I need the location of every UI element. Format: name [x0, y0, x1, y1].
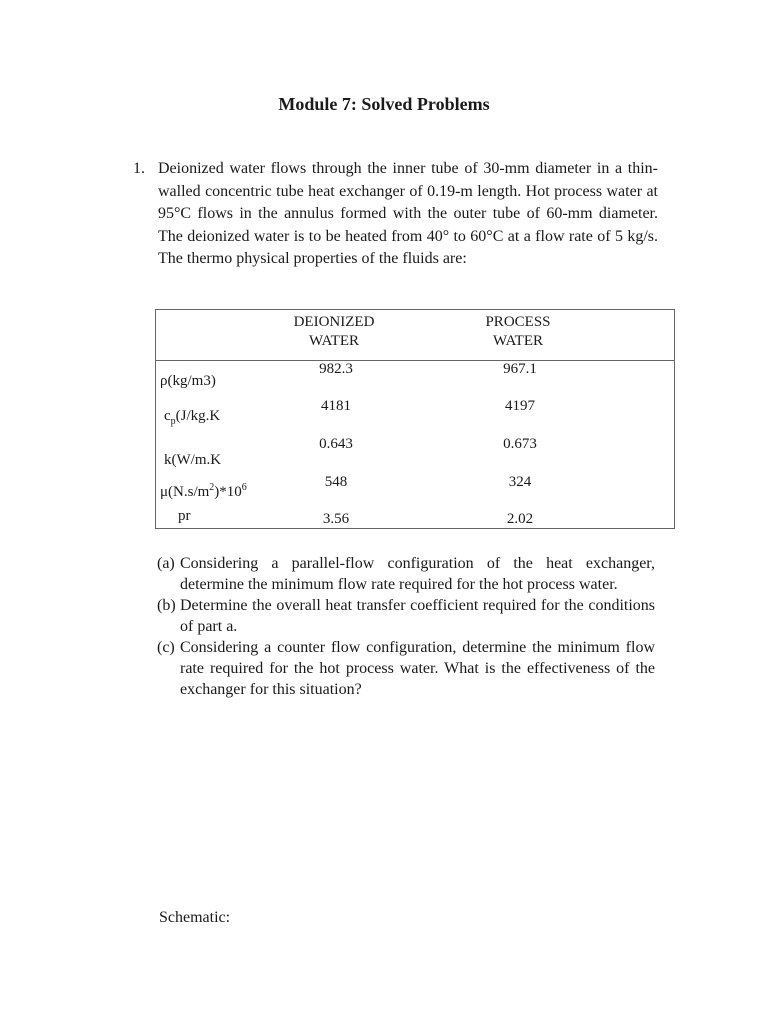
part-b-label: (b) [157, 597, 176, 614]
cell-process-density: 967.1 [503, 361, 537, 377]
row-label-density: ρ(kg/m3) [160, 373, 216, 389]
part-a [157, 553, 655, 595]
part-a-label: (a) [157, 555, 175, 572]
header-process-water: PROCESS WATER [485, 314, 551, 349]
cell-deionized-prandtl: 3.56 [322, 511, 350, 527]
part-c [157, 637, 655, 700]
cell-process-viscosity: 324 [508, 474, 532, 490]
part-a-text: Considering a parallel-flow configuration of the heat exchanger, determine the minimum flow rate required for the hot process water. [180, 555, 655, 593]
part-b [157, 595, 655, 637]
problem-parts [157, 553, 655, 700]
cell-process-conductivity: 0.673 [503, 436, 537, 452]
row-label-conductivity: k(W/m.K [164, 452, 222, 468]
problem-text: Deionized water flows through the inner tube of 30-mm diameter in a thin-walled concentric tube heat exchanger of 0.19-m length. Hot process water at 95°C flows in the annulus formed with the outer tube of 60-mm diameter. The deionized water is to be heated from 40° to 60°C at a flow rate of 5 kg/s. The thermo physical properties of the fluids are: [158, 160, 658, 267]
cell-deionized-conductivity: 0.643 [319, 436, 353, 452]
cell-deionized-viscosity: 548 [324, 474, 348, 490]
header-divider [156, 360, 674, 361]
problem-number: 1. [133, 160, 145, 177]
cell-deionized-specific-heat: 4181 [321, 398, 351, 414]
cell-process-specific-heat: 4197 [505, 398, 535, 414]
cell-process-prandtl: 2.02 [506, 511, 534, 527]
part-b-text: Determine the overall heat transfer coefficient required for the conditions of part a. [180, 597, 655, 635]
problem-statement [133, 158, 658, 271]
part-c-label: (c) [157, 639, 175, 656]
schematic-label: Schematic: [159, 909, 231, 926]
row-label-specific-heat: $c_p(J/kg.K$ [164, 408, 221, 427]
part-c-text: Considering a counter flow configuration, determine the minimum flow rate required for the hot process water. What is the effectiveness of the exchanger for this situation? [180, 639, 655, 698]
properties-table [155, 309, 675, 529]
page-title: Module 7: Solved Problems [278, 94, 490, 114]
cell-deionized-density: 982.3 [319, 361, 353, 377]
header-deionized-water: DEIONIZED WATER [293, 314, 375, 349]
row-label-prandtl: pr [178, 508, 191, 524]
row-label-viscosity: $\mu(N.s/m^2)*10^6$ [160, 482, 247, 500]
